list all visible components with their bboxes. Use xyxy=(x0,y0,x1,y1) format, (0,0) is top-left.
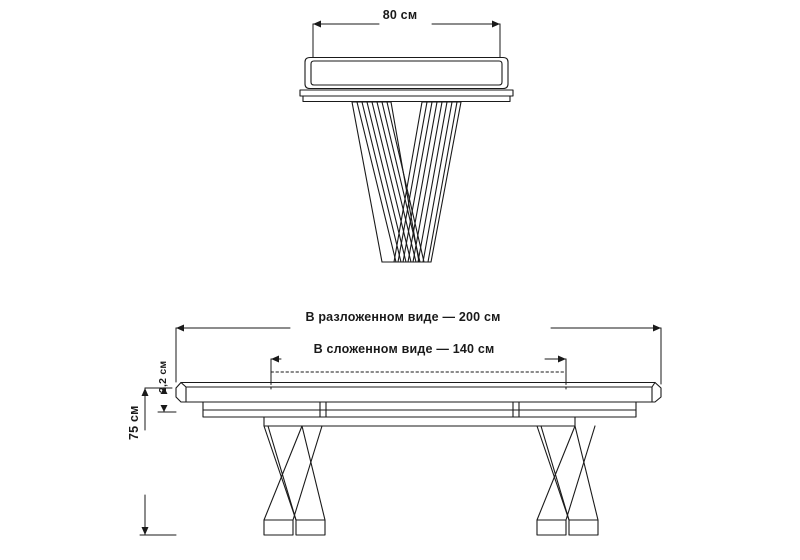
table-top-front-view xyxy=(300,58,513,263)
table-side-view xyxy=(176,383,661,536)
width-dimension-line xyxy=(313,21,500,58)
leg-left xyxy=(264,426,325,535)
leg-right xyxy=(537,426,598,535)
length-open-dimension-label: В разложенном виде — 200 см xyxy=(305,310,501,324)
pedestal-slats xyxy=(352,102,461,262)
height-dimension-line xyxy=(140,388,176,535)
thickness-dimension-label: 2,2 см xyxy=(157,360,169,393)
length-closed-dimension-line xyxy=(271,356,566,384)
length-closed-dimension-label: В сложенном виде — 140 см xyxy=(313,342,495,356)
width-dimension-label: 80 см xyxy=(382,8,418,22)
height-dimension-label: 75 см xyxy=(127,405,141,440)
